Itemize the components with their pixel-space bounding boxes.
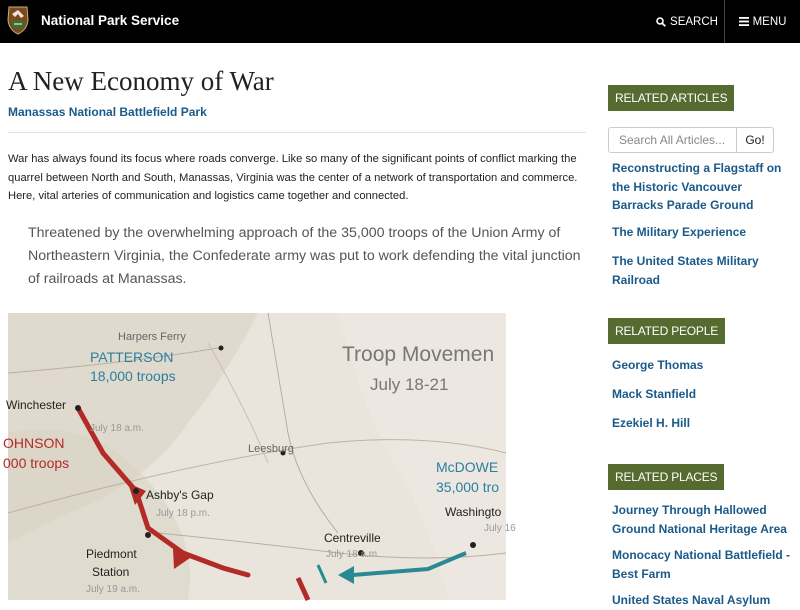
- map-label-winchester: Winchester: [6, 398, 67, 412]
- map-dates: July 18-21: [370, 375, 449, 394]
- map-label-johnson: OHNSON: [3, 435, 65, 451]
- search-go-button[interactable]: Go!: [736, 127, 774, 153]
- related-article-link[interactable]: The United States Military Railroad: [612, 254, 759, 287]
- map-label-centreville-date: July 18 a.m.: [326, 549, 380, 560]
- map-label-piedmont: Piedmont: [86, 547, 137, 561]
- site-brand[interactable]: National Park Service: [41, 13, 180, 28]
- hamburger-menu-icon: [739, 17, 749, 26]
- related-place-link[interactable]: United States Naval Asylum: [612, 593, 771, 607]
- title-divider: [8, 132, 586, 133]
- search-button[interactable]: [650, 0, 724, 43]
- map-label-station: Station: [92, 565, 130, 579]
- related-articles-heading: RELATED ARTICLES: [608, 85, 734, 111]
- map-label-washington-date: July 16: [484, 523, 516, 534]
- related-person-link[interactable]: Mack Stanfield: [612, 387, 697, 401]
- map-label-leesburg: Leesburg: [248, 443, 294, 455]
- map-title: Troop Movemen: [342, 343, 495, 366]
- pull-quote: Threatened by the overwhelming approach of the 35,000 troops of the Union Army of Northeastern Virginia, the Confederate army was put to work defending the vital junction of railroads at Manassas.: [28, 225, 581, 287]
- map-label-ashbys-date: July 18 p.m.: [156, 508, 210, 519]
- related-person-link[interactable]: Ezekiel H. Hill: [612, 416, 691, 430]
- map-label-mcdowell: McDOWE: [436, 459, 499, 475]
- site-header: [0, 0, 800, 43]
- map-label-patterson: PATTERSON: [90, 349, 174, 365]
- map-label-washington: Washingto: [445, 505, 502, 519]
- map-label-piedmont-date: July 19 a.m.: [86, 584, 140, 595]
- map-label-winchester-date: July 18 a.m.: [90, 423, 144, 434]
- nps-arrowhead-logo-icon[interactable]: [7, 6, 29, 35]
- related-place-link[interactable]: Monocacy National Battlefield - Best Farm: [612, 548, 791, 581]
- related-person-link[interactable]: George Thomas: [612, 358, 704, 372]
- search-icon: [656, 17, 666, 27]
- related-people-heading: RELATED PEOPLE: [608, 318, 725, 344]
- related-places-heading: RELATED PLACES: [608, 464, 724, 490]
- map-label-johnson-troops: 000 troops: [3, 455, 70, 471]
- search-button-label: SEARCH: [670, 15, 718, 28]
- map-label-ashbys-gap: Ashby's Gap: [146, 488, 214, 502]
- page-title: A New Economy of War: [8, 66, 274, 96]
- menu-button-label: MENU: [752, 15, 787, 28]
- map-label-mcdowell-troops: 35,000 tro: [436, 479, 500, 495]
- related-article-link[interactable]: Reconstructing a Flagstaff on the Historic Vancouver Barracks Parade Ground: [612, 161, 782, 212]
- related-article-link[interactable]: The Military Experience: [612, 225, 747, 239]
- search-articles-input[interactable]: [608, 127, 737, 153]
- map-label-patterson-troops: 18,000 troops: [90, 368, 176, 384]
- troop-movement-map: [3, 313, 516, 600]
- related-place-link[interactable]: Journey Through Hallowed Ground National Heritage Area: [612, 503, 787, 536]
- map-label-centreville: Centreville: [324, 531, 381, 545]
- map-label-harpers-ferry: Harpers Ferry: [118, 331, 186, 343]
- menu-button[interactable]: [724, 0, 800, 43]
- intro-paragraph: War has always found its focus where roads converge. Like so many of the significant points of conflict marking the quarrel between North and South, Manassas, Virginia was the center of a network of transportation and commerce. Here, vital arteries of communication and logistics came together and connected.: [8, 153, 578, 202]
- park-link[interactable]: Manassas National Battlefield Park: [8, 105, 207, 119]
